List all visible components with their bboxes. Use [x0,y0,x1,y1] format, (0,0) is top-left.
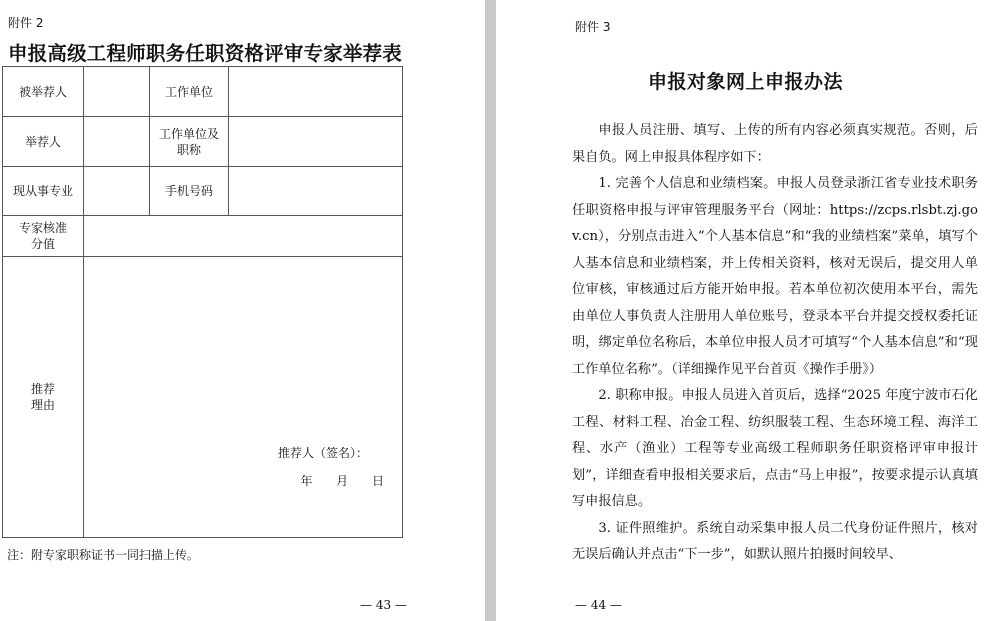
form-note: 注：附专家职称证书一同扫描上传。 [7,548,200,562]
recommender-label: 举荐人 [3,117,84,167]
reason-label-line2: 理由 [30,398,55,412]
workplace-title-field[interactable] [229,117,403,167]
page-number: — 44 — [575,598,622,612]
paragraph-intro: 申报人员注册、填写、上传的所有内容必须真实规范。否则，后果自负。网上申报具体程序如下： [572,123,978,165]
page-number: — 43 — [360,598,407,612]
attachment-label: 附件 2 [8,16,44,30]
page-gutter [485,0,496,621]
nominee-field[interactable] [84,67,150,117]
left-page [0,0,485,621]
attachment-label: 附件 3 [575,20,611,34]
reason-label-line1: 推荐 [30,382,55,396]
expert-score-label-line1: 专家核准 [18,221,67,235]
page-title: 申报对象网上申报办法 [647,71,843,93]
workplace-title-label-line1: 工作单位及 [158,126,219,141]
expert-score-field[interactable] [84,216,403,257]
recommendation-form-table [2,66,403,538]
current-major-label: 现从事专业 [3,167,84,216]
reason-label [3,257,84,538]
workplace-title-label-line2: 职称 [176,142,201,157]
workplace-label: 工作单位 [150,67,229,117]
expert-score-label [3,216,84,257]
paragraph-step-1: 1. 完善个人信息和业绩档案。申报人员登录浙江省专业技术职务任职资格申报与评审管理服务平台（网址：https://zcps.rlsbt.zj.gov.cn），分别点击进入“个人基本信息”和“我的业绩档案”菜单，填写个人基本信息和业绩档案，并上传相关资料，核对无误后，提交用人单位审核，审核通过后方能开始申报。若本单位初次使用本平台，需先由单位人事负责人注册用人单位账号，登录本平台并提交授权委托证明，绑定单位名称后，本单位申报人员才可填写“个人基本信息”和“现工作单位名称”。（详细操作见平台首页《操作手册》） [572,176,978,377]
paragraph-step-2: 2. 职称申报。申报人员进入首页后，选择“2025 年度宁波市石化工程、材料工程、冶金工程、纺织服装工程、生态环境工程、海洋工程、水产（渔业）工程等专业高级工程师职务任职资格评审申报计划”，详细查看申报相关要求后，点击“马上申报”，按要求提示认真填写申报信息。 [572,388,978,509]
phone-label: 手机号码 [150,167,229,216]
paragraph-step-3: 3. 证件照维护。系统自动采集申报人员二代身份证件照片，核对无误后确认并点击“下一步”，如默认照片拍摄时间较早、 [572,520,978,562]
date-label: 年 月 日 [300,474,384,488]
workplace-field[interactable] [229,67,403,117]
signature-label: 推荐人（签名）： [277,446,368,460]
reason-field[interactable] [84,257,403,538]
form-title: 申报高级工程师职务任职资格评审专家举荐表 [8,42,403,65]
phone-field[interactable] [229,167,403,216]
recommender-field[interactable] [84,117,150,167]
nominee-label: 被举荐人 [3,67,84,117]
right-page [496,0,995,621]
expert-score-label-line2: 分值 [30,237,55,251]
current-major-field[interactable] [84,167,150,216]
body-text [572,118,978,569]
workplace-title-label [150,117,229,167]
